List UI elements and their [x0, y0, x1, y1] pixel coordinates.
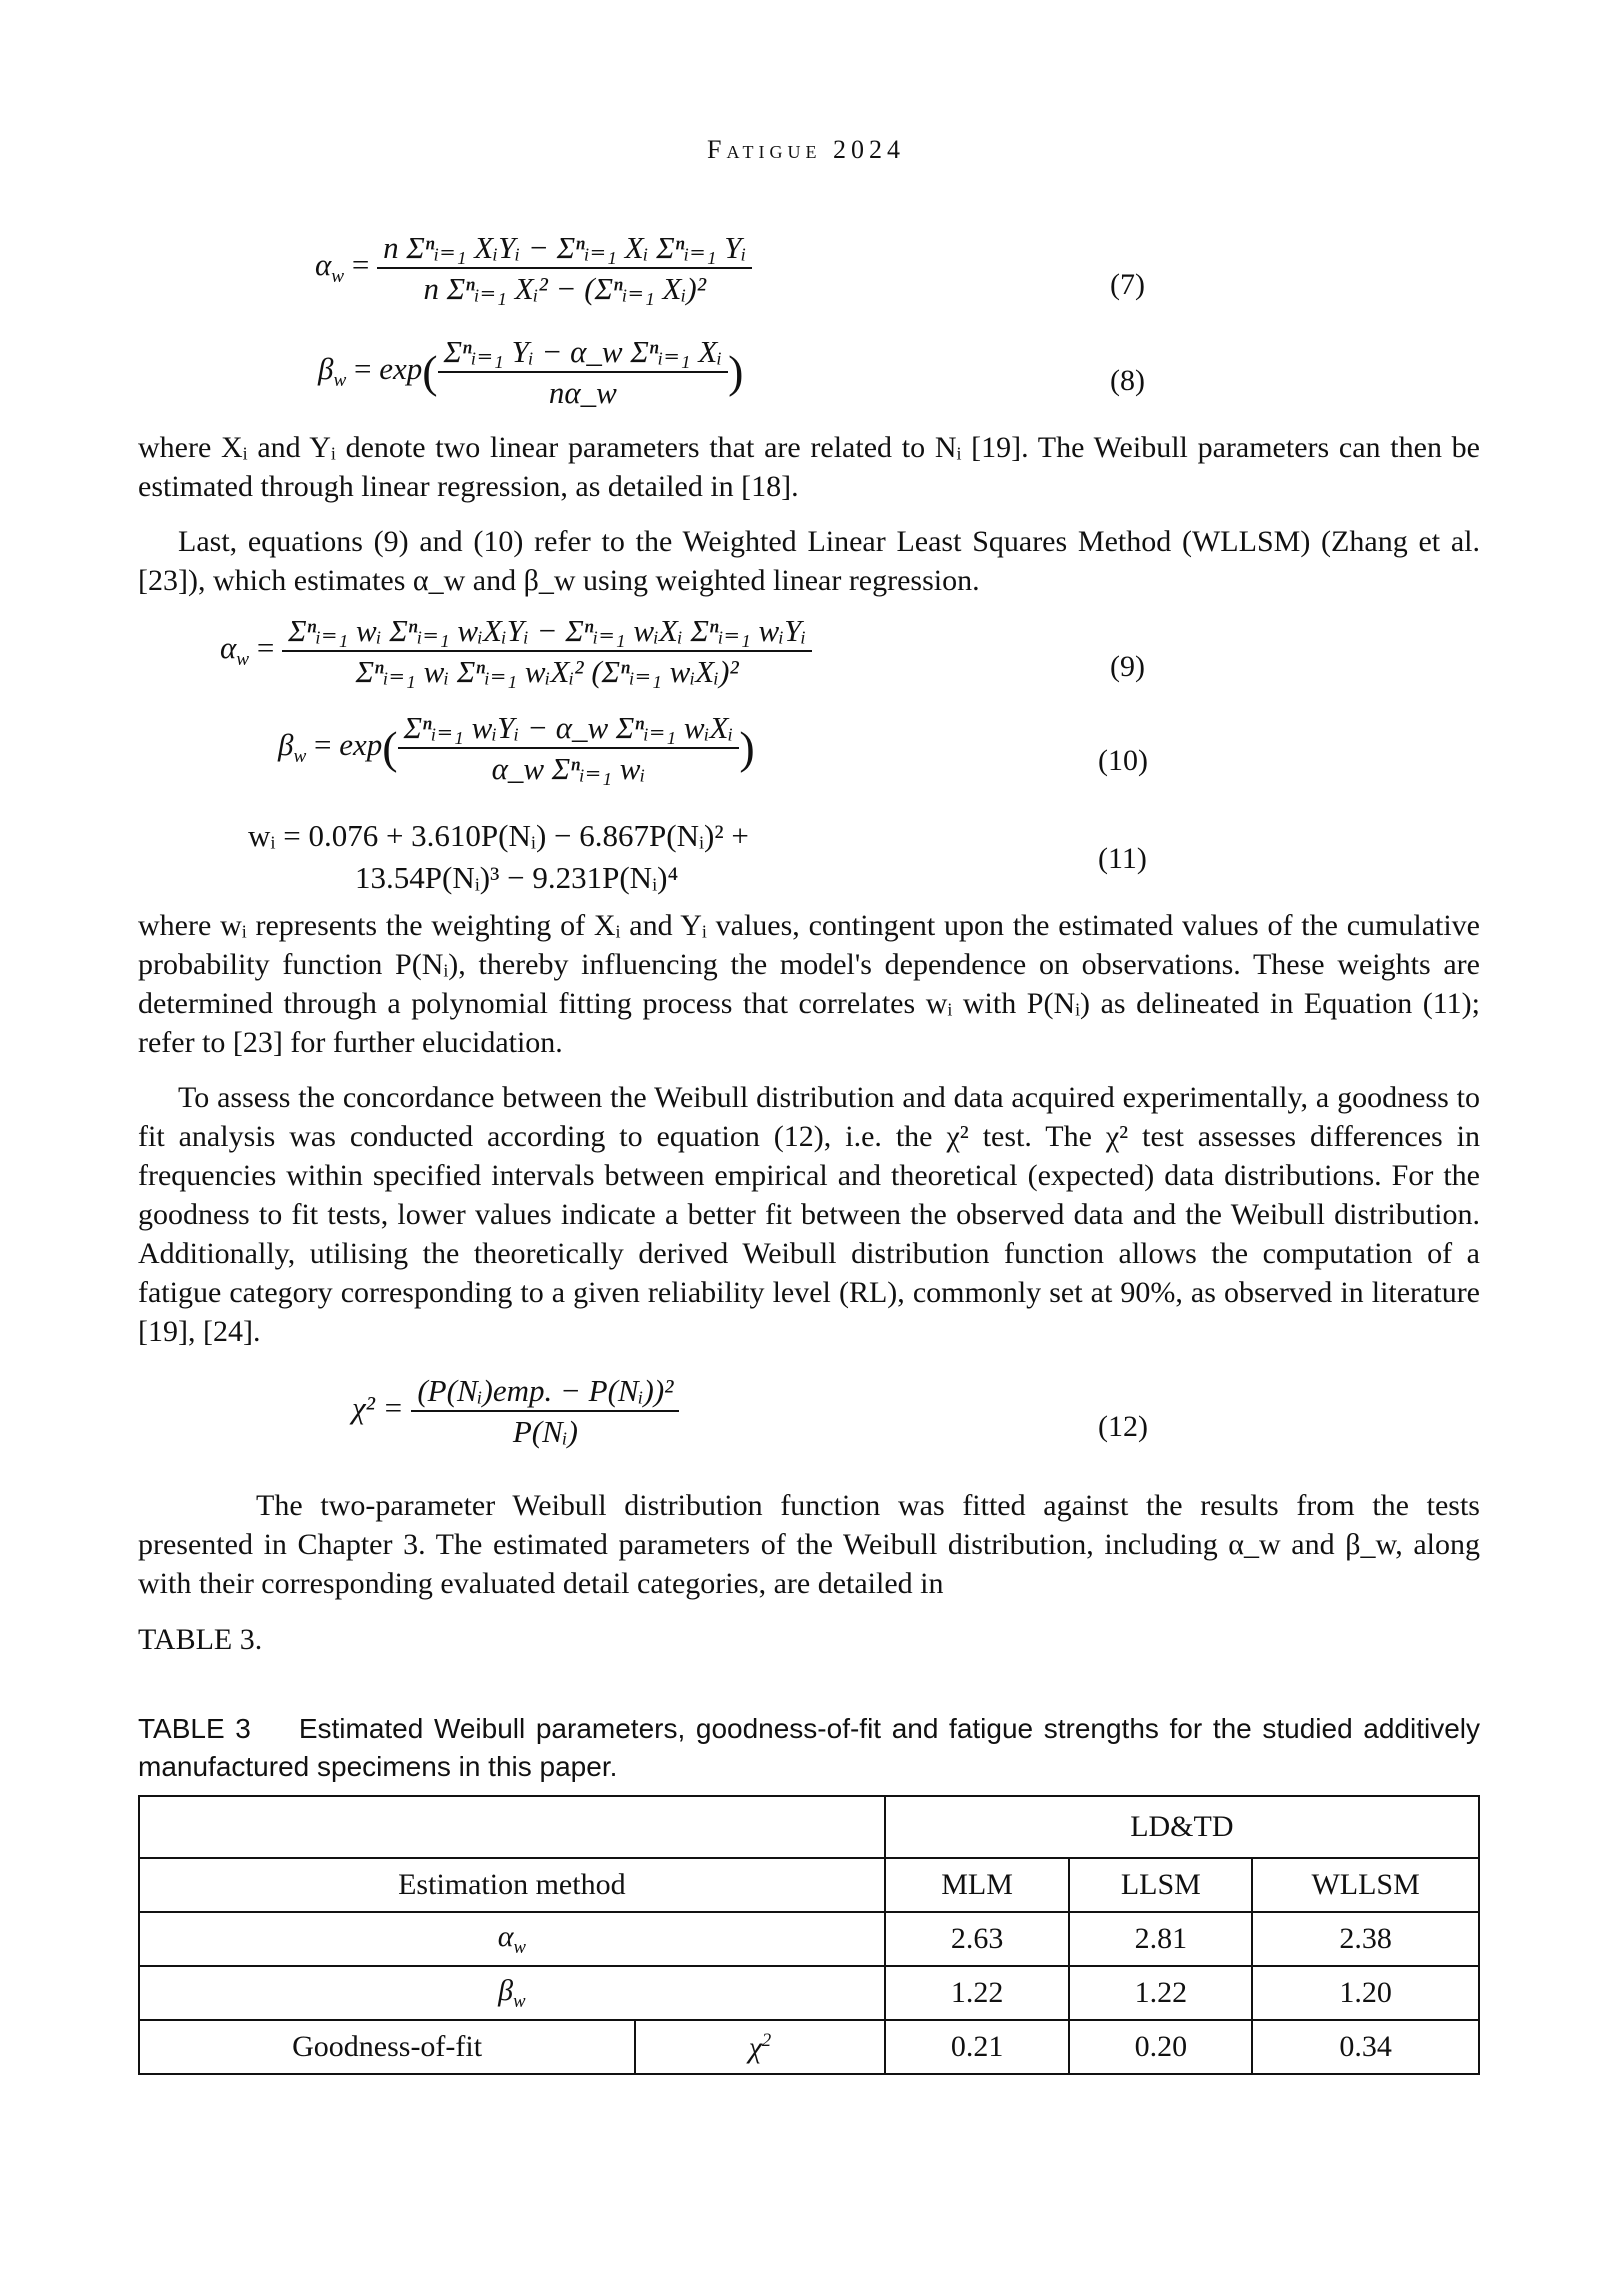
table3-caption-text: Estimated Weibull parameters, goodness-of-fit and fatigue strengths for the studied additively manufactured specimens in this paper.: [138, 1713, 1480, 1782]
eq9-number: (9): [1110, 650, 1145, 683]
table-row: [139, 2020, 1479, 2074]
eq8-number: (8): [1110, 364, 1145, 397]
table-row: [139, 1966, 1479, 2020]
table-row: [139, 1796, 1479, 1858]
table3-label: TABLE 3: [138, 1713, 251, 1744]
running-header: Fatigue 2024: [707, 135, 905, 164]
table-empty-cell: [139, 1796, 885, 1858]
eq9-denominator: Σⁿᵢ₌₁ wᵢ Σⁿᵢ₌₁ wᵢXᵢ² (Σⁿᵢ₌₁ wᵢXᵢ)²: [355, 654, 739, 689]
eq7-number: (7): [1110, 268, 1145, 301]
eq7-lhs: $\alpha_w$: [315, 247, 345, 288]
eq8-exp: exp: [379, 351, 423, 387]
eq7-denominator: n Σⁿᵢ₌₁ Xᵢ² − (Σⁿᵢ₌₁ Xᵢ)²: [423, 271, 707, 306]
gof-value: 0.34: [1252, 2020, 1479, 2074]
eq8-numerator: Σⁿᵢ₌₁ Yᵢ − α_w Σⁿᵢ₌₁ Xᵢ: [438, 336, 729, 373]
beta-value: 1.22: [885, 1966, 1070, 2020]
eq12-numerator: (P(Nᵢ)emp. − P(Nᵢ))²: [411, 1375, 679, 1412]
method-cell: WLLSM: [1252, 1858, 1479, 1912]
gof-value: 0.20: [1069, 2020, 1252, 2074]
paragraph-1: where Xᵢ and Yᵢ denote two linear parameters that are related to Nᵢ [19]. The Weibull parameters can then be estimated through linear regression, as detailed in [18].: [138, 431, 1480, 503]
equation-8: $\beta_w = \exp$( $\frac{\text{Σⁿᵢ₌₁ Yᵢ − α\_w Σⁿᵢ₌₁ Xᵢ}}{n\alpha\_w}$ ): [318, 334, 744, 410]
eq10-fraction: [398, 712, 740, 784]
table-row: [139, 1912, 1479, 1966]
eq9-numerator: Σⁿᵢ₌₁ wᵢ Σⁿᵢ₌₁ wᵢXᵢYᵢ − Σⁿᵢ₌₁ wᵢXᵢ Σⁿᵢ₌₁ wᵢYᵢ: [282, 615, 812, 652]
equation-7: $\alpha_w$ = $\frac{\text{n Σⁿᵢ₌₁ XᵢYᵢ − Σⁿᵢ₌₁ Xᵢ Σⁿᵢ₌₁ Yᵢ}}{\text{n Σⁿᵢ₌₁ Xᵢ² − (Σⁿᵢ₌₁ Xᵢ)²}}$: [315, 232, 752, 304]
chi-square-label: $\chi^2$: [635, 2020, 885, 2074]
paragraph-4: To assess the concordance between the Weibull distribution and data acquired experimentally, a goodness to fit analysis was conducted according to equation (12), i.e. the χ² test. The χ² test assesses differences in frequencies within specified intervals between empirical and theoretical (expected) data distributions. For the goodness to fit tests, lower values indicate a better fit between the observed data and the Weibull distribution. Additionally, utilising the theoretically derived Weibull distribution function allows the computation of a fatigue category corresponding to a given reliability level (RL), commonly set at 90%, as observed in literature [19], [24].: [138, 1081, 1480, 1348]
table-group-header: LD&TD: [885, 1796, 1479, 1858]
beta-value: 1.20: [1252, 1966, 1479, 2020]
alpha-value: 2.63: [885, 1912, 1070, 1966]
equation-10: $\beta_w = \exp$( $\frac{\text{Σⁿᵢ₌₁ wᵢYᵢ − α\_w Σⁿᵢ₌₁ wᵢXᵢ}}{\text{α\_w Σⁿᵢ₌₁ wᵢ}}$ ): [278, 710, 755, 786]
method-cell: MLM: [885, 1858, 1070, 1912]
alpha-label: $\alpha_w$: [139, 1912, 885, 1966]
table-3: [138, 1795, 1480, 2075]
eq7-fraction: [377, 232, 752, 304]
eq7-numerator: n Σⁿᵢ₌₁ XᵢYᵢ − Σⁿᵢ₌₁ Xᵢ Σⁿᵢ₌₁ Yᵢ: [377, 232, 752, 269]
equation-9: $\alpha_w$ = $\frac{\text{Σⁿᵢ₌₁ wᵢ Σⁿᵢ₌₁ wᵢXᵢYᵢ − Σⁿᵢ₌₁ wᵢXᵢ Σⁿᵢ₌₁ wᵢYᵢ}}{\text{Σⁿᵢ₌₁ wᵢ Σⁿᵢ₌₁ wᵢXᵢ² (Σⁿᵢ₌₁ wᵢXᵢ)²}}$: [220, 615, 812, 687]
alpha-value: 2.81: [1069, 1912, 1252, 1966]
eq9-fraction: [282, 615, 812, 687]
eq12-fraction: [411, 1375, 679, 1447]
eq10-denominator: α_w Σⁿᵢ₌₁ wᵢ: [491, 751, 646, 786]
eq10-number: (10): [1098, 744, 1148, 777]
estimation-method-label: Estimation method: [139, 1858, 885, 1912]
eq12-denominator: P(Nᵢ): [512, 1414, 578, 1449]
eq12-number: (12): [1098, 1410, 1148, 1443]
eq8-fraction: [438, 336, 729, 408]
equation-11-line1: wᵢ = 0.076 + 3.610P(Nᵢ) − 6.867P(Nᵢ)² +: [248, 818, 749, 853]
paragraph-6: TABLE 3.: [138, 1623, 263, 1656]
equation-12: χ² = $\frac{\text{(P(Nᵢ)emp. − P(Nᵢ))²}}{\text{P(Nᵢ)}}$: [352, 1375, 679, 1447]
gof-value: 0.21: [885, 2020, 1070, 2074]
alpha-value: 2.38: [1252, 1912, 1479, 1966]
method-cell: LLSM: [1069, 1858, 1252, 1912]
beta-value: 1.22: [1069, 1966, 1252, 2020]
table-row: [139, 1858, 1479, 1912]
paragraph-2: Last, equations (9) and (10) refer to the Weighted Linear Least Squares Method (WLLSM) (Zhang et al. [23]), which estimates α_w and β_w using weighted linear regression.: [138, 525, 1480, 597]
paragraph-3: where wᵢ represents the weighting of Xᵢ and Yᵢ values, contingent upon the estimated values of the cumulative probability function P(Nᵢ), thereby influencing the model's dependence on observations. These weights are determined through a polynomial fitting process that correlates wᵢ with P(Nᵢ) as delineated in Equation (11); refer to [23] for further elucidation.: [138, 909, 1480, 1059]
beta-label: $\beta_w$: [139, 1966, 885, 2020]
eq10-numerator: Σⁿᵢ₌₁ wᵢYᵢ − α_w Σⁿᵢ₌₁ wᵢXᵢ: [398, 712, 740, 749]
equation-11-line2: 13.54P(Nᵢ)³ − 9.231P(Nᵢ)⁴: [355, 860, 679, 895]
gof-label: Goodness-of-fit: [139, 2020, 635, 2074]
eq8-denominator: nα_w: [548, 375, 617, 410]
table3-caption: [138, 1710, 1480, 1786]
eq11-number: (11): [1098, 842, 1147, 875]
paragraph-5: The two-parameter Weibull distribution function was fitted against the results from the tests presented in Chapter 3. The estimated parameters of the Weibull distribution, including α_w and β_w, along with their corresponding evaluated detail categories, are detailed in: [138, 1489, 1480, 1600]
